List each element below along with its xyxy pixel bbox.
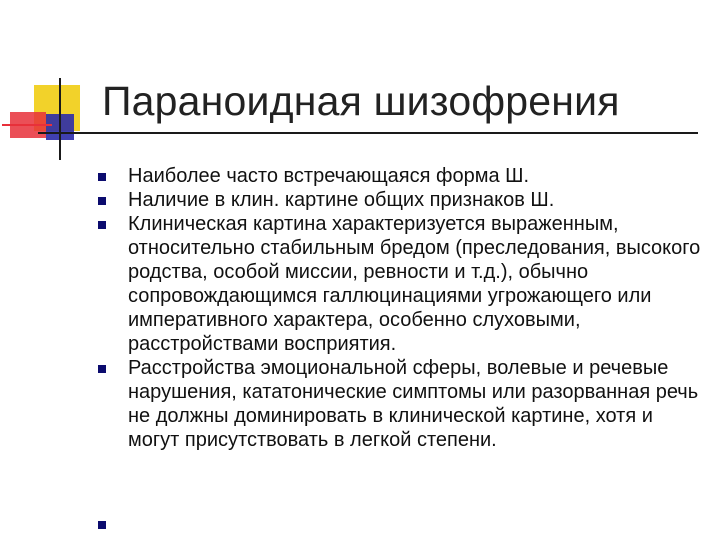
square-bullet-icon bbox=[98, 221, 106, 229]
bullet-item bbox=[96, 164, 708, 188]
bullet-list-trailing bbox=[96, 512, 708, 536]
bullet-text: Клиническая картина характеризуется выраженным, относительно стабильным бредом (преследования, высокого родства, особой миссии, ревности и т.д.), обычно сопровождающимся галлюцинациями угрожающего или императивного характера, особенно слуховыми, расстройствами восприятия. bbox=[128, 213, 701, 355]
slide-title: Параноидная шизофрения bbox=[102, 78, 620, 124]
square-bullet-icon bbox=[98, 197, 106, 205]
bullet-item bbox=[96, 212, 708, 356]
bullet-item bbox=[96, 356, 708, 452]
bullet-list bbox=[96, 164, 708, 452]
decorative-squares bbox=[0, 0, 110, 170]
bullet-item bbox=[96, 188, 708, 212]
bullet-text: Расстройства эмоциональной сферы, волевые и речевые нарушения, кататонические симптомы или разорванная речь не должны доминировать в клинической картине, хотя и могут присутствовать в легкой степени. bbox=[128, 357, 699, 451]
square-bullet-icon bbox=[98, 365, 106, 373]
square-bullet-icon bbox=[98, 521, 106, 529]
bullet-text: Наиболее часто встречающаяся форма Ш. bbox=[128, 165, 530, 187]
square-bullet-icon bbox=[98, 173, 106, 181]
bullet-item-empty bbox=[96, 512, 708, 536]
title-underline bbox=[38, 132, 698, 134]
bullet-text: Наличие в клин. картине общих признаков Ш. bbox=[128, 189, 555, 211]
